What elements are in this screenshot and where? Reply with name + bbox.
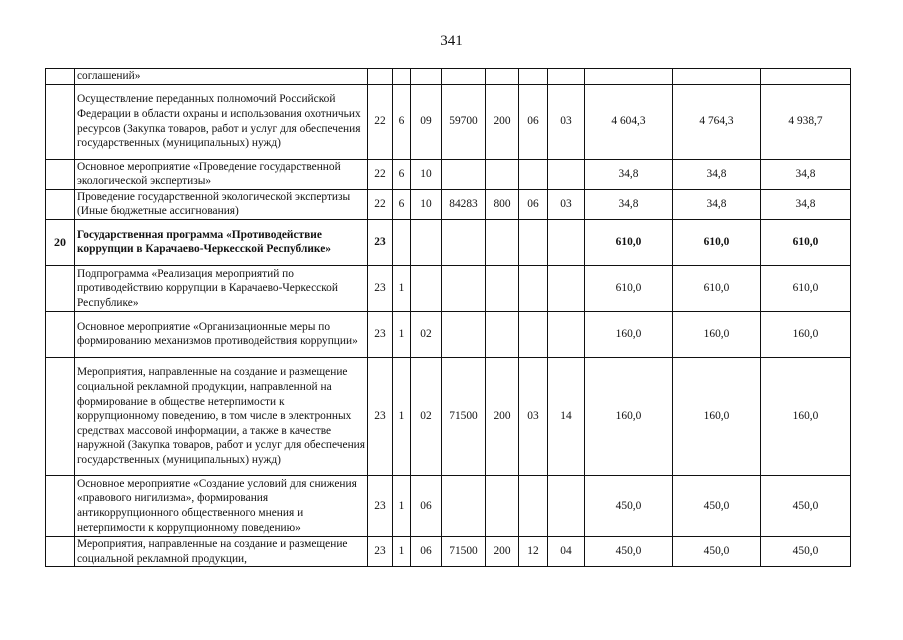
code-subsection (548, 265, 585, 311)
amount-year-2: 610,0 (673, 219, 761, 265)
code-program (368, 69, 393, 85)
code-subsection: 04 (548, 536, 585, 566)
amount-year-2: 34,8 (673, 189, 761, 219)
code-expense-type (486, 475, 519, 536)
code-section (519, 159, 548, 189)
code-expense-type: 200 (486, 84, 519, 159)
code-program: 23 (368, 311, 393, 357)
code-subprogram: 1 (393, 475, 411, 536)
code-event: 02 (411, 357, 442, 475)
code-expense-type: 200 (486, 536, 519, 566)
row-name: Осуществление переданных полномочий Российской Федерации в области охраны и использования охотничьих ресурсов (Закупка товаров, работ и услуг для обеспечения государственных (муниципальных) нужд) (75, 84, 368, 159)
code-subprogram: 6 (393, 84, 411, 159)
code-subprogram: 1 (393, 265, 411, 311)
code-direction (442, 311, 486, 357)
code-subprogram: 6 (393, 189, 411, 219)
code-section: 06 (519, 189, 548, 219)
row-name: Мероприятия, направленные на создание и размещение социальной рекламной продукции, (75, 536, 368, 566)
amount-year-3: 34,8 (761, 159, 851, 189)
code-direction: 84283 (442, 189, 486, 219)
code-program: 23 (368, 357, 393, 475)
code-section (519, 69, 548, 85)
amount-year-1: 610,0 (585, 265, 673, 311)
code-direction (442, 265, 486, 311)
amount-year-1: 450,0 (585, 475, 673, 536)
code-expense-type (486, 159, 519, 189)
code-subsection (548, 69, 585, 85)
code-event: 06 (411, 475, 442, 536)
code-program: 23 (368, 536, 393, 566)
table-row (46, 357, 851, 475)
table-row (46, 189, 851, 219)
page-number: 341 (440, 33, 463, 49)
table-row (46, 265, 851, 311)
code-subsection: 14 (548, 357, 585, 475)
row-number (46, 265, 75, 311)
code-subprogram (393, 69, 411, 85)
code-direction: 59700 (442, 84, 486, 159)
code-direction: 71500 (442, 536, 486, 566)
code-event (411, 219, 442, 265)
amount-year-1: 610,0 (585, 219, 673, 265)
code-expense-type (486, 265, 519, 311)
row-name: Подпрограмма «Реализация мероприятий по противодействию коррупции в Карачаево-Черкесской Республике» (75, 265, 368, 311)
code-section (519, 311, 548, 357)
amount-year-3: 450,0 (761, 475, 851, 536)
row-number (46, 311, 75, 357)
amount-year-1: 160,0 (585, 311, 673, 357)
row-name: Государственная программа «Противодействие коррупции в Карачаево-Черкесской Республике» (75, 219, 368, 265)
amount-year-3: 610,0 (761, 265, 851, 311)
code-section (519, 475, 548, 536)
code-expense-type (486, 69, 519, 85)
code-program: 23 (368, 475, 393, 536)
row-number (46, 69, 75, 85)
amount-year-2 (673, 69, 761, 85)
code-direction (442, 69, 486, 85)
code-expense-type: 200 (486, 357, 519, 475)
code-direction (442, 159, 486, 189)
amount-year-3 (761, 69, 851, 85)
amount-year-3: 450,0 (761, 536, 851, 566)
table-row (46, 69, 851, 85)
amount-year-1: 450,0 (585, 536, 673, 566)
row-number (46, 536, 75, 566)
code-section: 06 (519, 84, 548, 159)
row-name: Основное мероприятие «Создание условий для снижения «правового нигилизма», формирования антикоррупционного общественного мнения и нетерпимости к коррупционному поведению» (75, 475, 368, 536)
code-subsection (548, 159, 585, 189)
code-subsection (548, 475, 585, 536)
amount-year-2: 160,0 (673, 357, 761, 475)
row-number (46, 357, 75, 475)
code-subprogram: 1 (393, 536, 411, 566)
row-name: соглашений» (75, 69, 368, 85)
code-program: 23 (368, 265, 393, 311)
row-name: Основное мероприятие «Организационные меры по формированию механизмов противодействия коррупции» (75, 311, 368, 357)
budget-table (45, 68, 851, 567)
code-program: 23 (368, 219, 393, 265)
amount-year-2: 450,0 (673, 475, 761, 536)
row-number (46, 189, 75, 219)
table-row (46, 159, 851, 189)
amount-year-3: 160,0 (761, 357, 851, 475)
amount-year-2: 4 764,3 (673, 84, 761, 159)
amount-year-2: 610,0 (673, 265, 761, 311)
code-event: 09 (411, 84, 442, 159)
code-direction (442, 475, 486, 536)
code-expense-type (486, 311, 519, 357)
amount-year-3: 4 938,7 (761, 84, 851, 159)
table-row (46, 84, 851, 159)
code-subsection (548, 311, 585, 357)
row-name: Проведение государственной экологической экспертизы (Иные бюджетные ассигнования) (75, 189, 368, 219)
row-number (46, 159, 75, 189)
code-subsection: 03 (548, 84, 585, 159)
code-expense-type (486, 219, 519, 265)
amount-year-1: 4 604,3 (585, 84, 673, 159)
code-event: 10 (411, 159, 442, 189)
code-program: 22 (368, 189, 393, 219)
amount-year-3: 34,8 (761, 189, 851, 219)
code-event: 10 (411, 189, 442, 219)
amount-year-1: 34,8 (585, 189, 673, 219)
code-section: 03 (519, 357, 548, 475)
amount-year-3: 160,0 (761, 311, 851, 357)
code-section (519, 265, 548, 311)
code-event (411, 265, 442, 311)
code-subprogram: 1 (393, 311, 411, 357)
code-event: 06 (411, 536, 442, 566)
code-subprogram: 6 (393, 159, 411, 189)
code-event: 02 (411, 311, 442, 357)
code-subsection: 03 (548, 189, 585, 219)
code-subprogram: 1 (393, 357, 411, 475)
table-row (46, 311, 851, 357)
row-name: Мероприятия, направленные на создание и размещение социальной рекламной продукции, направленной на формирование в обществе нетерпимости к коррупционному поведению, в том числе в электронных средствах массовой информации, а также в качестве наружной (Закупка товаров, работ и услуг для обеспечения государственных (муниципальных) нужд) (75, 357, 368, 475)
amount-year-2: 34,8 (673, 159, 761, 189)
code-direction: 71500 (442, 357, 486, 475)
code-program: 22 (368, 159, 393, 189)
amount-year-2: 160,0 (673, 311, 761, 357)
amount-year-1: 34,8 (585, 159, 673, 189)
code-subsection (548, 219, 585, 265)
table-row (46, 536, 851, 566)
row-name: Основное мероприятие «Проведение государственной экологической экспертизы» (75, 159, 368, 189)
amount-year-1 (585, 69, 673, 85)
code-direction (442, 219, 486, 265)
table-row (46, 219, 851, 265)
code-section (519, 219, 548, 265)
code-expense-type: 800 (486, 189, 519, 219)
code-section: 12 (519, 536, 548, 566)
amount-year-2: 450,0 (673, 536, 761, 566)
code-event (411, 69, 442, 85)
amount-year-3: 610,0 (761, 219, 851, 265)
row-number (46, 84, 75, 159)
amount-year-1: 160,0 (585, 357, 673, 475)
row-number (46, 475, 75, 536)
table-row (46, 475, 851, 536)
code-subprogram (393, 219, 411, 265)
row-number: 20 (46, 219, 75, 265)
code-program: 22 (368, 84, 393, 159)
